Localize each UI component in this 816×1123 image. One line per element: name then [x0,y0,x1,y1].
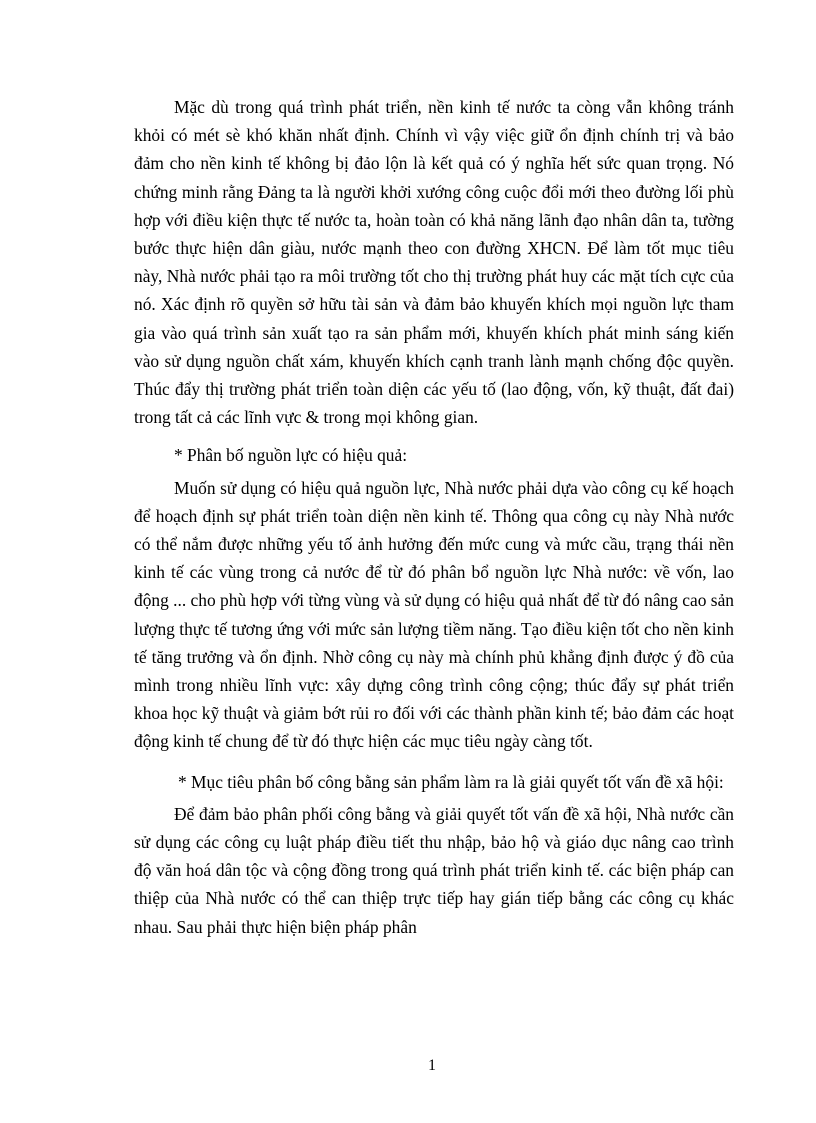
paragraph-political-stability: Mặc dù trong quá trình phát triển, nền kinh tế nước ta còng vẫn không tránh khỏi có mét sè khó khăn nhất định. Chính vì vậy việc giữ ổn định chính trị và bảo đảm cho nền kinh tế không bị đảo lộn là kết quả có ý nghĩa hết sức quan trọng. Nó chứng minh rằng Đảng ta là người khởi xướng công cuộc đổi mới theo đường lối phù hợp với điều kiện thực tế nước ta, hoàn toàn có khả năng lãnh đạo nhân dân ta, tường bước thực hiện dân giàu, nước mạnh theo con đường XHCN. Để làm tốt mục tiêu này, Nhà nước phải tạo ra môi trường tốt cho thị trường phát huy các mặt tích cực của nó. Xác định rõ quyền sở hữu tài sản và đảm bảo khuyến khích mọi nguồn lực tham gia vào quá trình sản xuất tạo ra sản phẩm mới, khuyến khích phát minh sáng kiến vào sử dụng nguồn chất xám, khuyến khích cạnh tranh lành mạnh chống độc quyền. Thúc đẩy thị trường phát triển toàn diện các yếu tố (lao động, vốn, kỹ thuật, đất đai) trong tất cả các lĩnh vực & trong mọi không gian. [134,97,734,428]
paragraph-resource-allocation: Muốn sử dụng có hiệu quả nguồn lực, Nhà nước phải dựa vào công cụ kế hoạch để hoạch định sự phát triển toàn diện nền kinh tế. Thông qua công cụ này Nhà nước có thể nắm được những yếu tố ảnh hưởng đến mức cung và mức cầu, trạng thái nền kinh tế các vùng trong cả nước để từ đó phân bổ nguồn lực Nhà nước: về vốn, lao động ... cho phù hợp với từng vùng và sử dụng có hiệu quả nhất để từ đó nâng cao sản lượng thực tế tương ứng với mức sản lượng tiềm năng. Tạo điều kiện tốt cho nền kinh tế tăng trưởng và ổn định. Nhờ công cụ này mà chính phủ khẳng định được ý đồ của mình trong nhiều lĩnh vực: xây dựng công trình công cộng; thúc đẩy sự phát triển khoa học kỹ thuật và giảm bớt rủi ro đối với các thành phần kinh tế; bảo đảm các hoạt động kinh tế chung để từ đó thực hiện các mục tiêu ngày càng tốt. [134,477,734,752]
paragraph-fair-distribution: Để đảm bảo phân phối công bằng và giải quyết tốt vấn đề xã hội, Nhà nước cần sử dụng các công cụ luật pháp điều tiết thu nhập, bảo hộ và giáo dục nâng cao trình độ văn hoá dân tộc và cộng đồng trong quá trình phát triển kinh tế. các biện pháp can thiệp của Nhà nước có thể can thiệp trực tiếp hay gián tiếp bằng các công cụ khác nhau. Sau phải thực hiện biện pháp phân [134,803,734,937]
heading-resource-allocation: * Phân bố nguồn lực có hiệu quả: [174,445,408,466]
heading-fair-distribution: * Mục tiêu phân bố công bằng sản phẩm làm ra là giải quyết tốt vấn đề xã hội: [178,771,724,792]
page-number: 1 [428,1057,436,1074]
document-page [134,93,734,941]
